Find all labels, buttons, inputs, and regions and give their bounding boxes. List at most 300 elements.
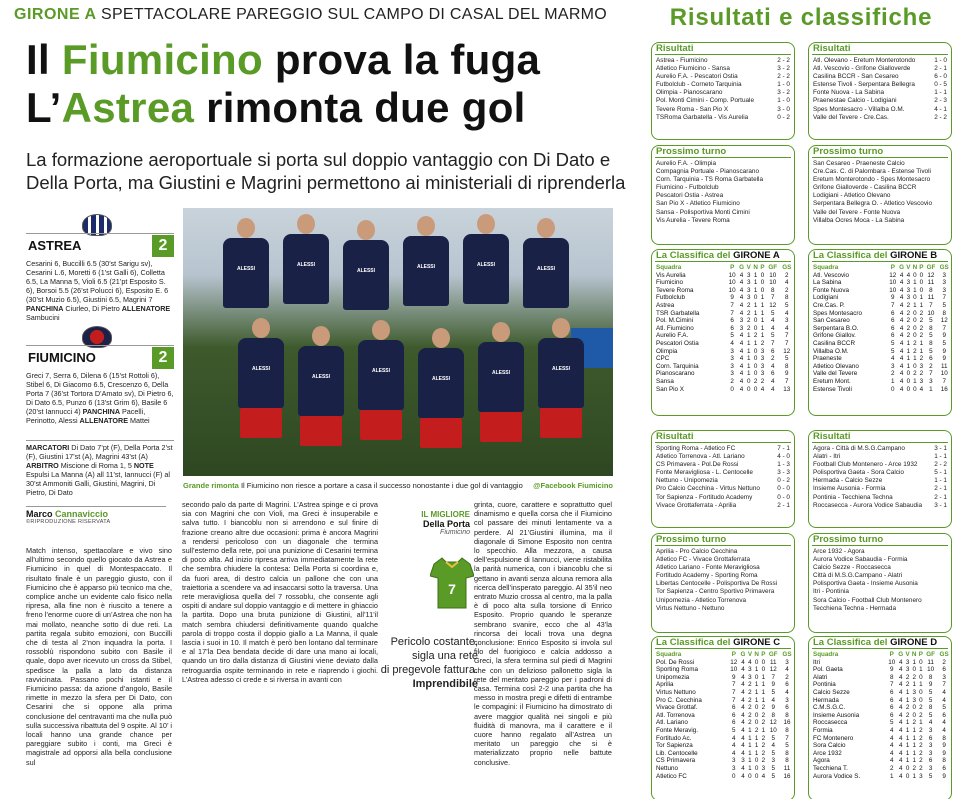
result-match: Spes Montesacro - Villalba O.M. xyxy=(813,105,905,113)
astrea-players: Cesarini 6, Buccilli 6.5 (30’st Sarigu sv), Cesarini L.6, Moretti 6 (1’st Galli 6), Colletta 6.5, La Manna 5, Violi 6.5 (21’pt Esposito S. 6), Borsoi 5.5 (26’st Polucci 6), Esposito E. 6 (30’st Muzio 6.5), Giustini 6.5, Magrini 7 xyxy=(26,259,169,304)
stat-cell: 1 xyxy=(746,347,751,355)
stat-cell: 11 xyxy=(927,658,934,666)
stat-cell: 2 xyxy=(913,339,917,347)
result-match: Atl. Olevano - Eretum Monterotondo xyxy=(813,57,916,64)
divider xyxy=(655,54,791,55)
standings-row xyxy=(652,704,794,712)
stat-cell: 1 xyxy=(912,757,916,765)
byline xyxy=(26,506,166,525)
stat-cell: 4 xyxy=(739,377,744,385)
standings-row xyxy=(809,735,951,743)
stat-cell: 6 xyxy=(730,317,734,325)
stat-cell: 1 xyxy=(912,734,916,742)
stat-cell: 2 xyxy=(906,332,911,340)
stat-cell: 9 xyxy=(942,355,946,363)
stat-cell: 3 xyxy=(919,772,923,780)
player-head-icon xyxy=(552,318,570,338)
stat-cell: 2 xyxy=(919,734,923,742)
stat-cell: 4 xyxy=(741,742,745,750)
result-score: 2 - 1 xyxy=(934,65,947,73)
stat-cell: 1 xyxy=(905,734,910,742)
divider xyxy=(655,157,791,158)
result-score: 2 - 1 xyxy=(777,501,790,509)
result-row xyxy=(652,477,794,485)
stat-cell: 4 xyxy=(942,688,946,696)
stat-cell: 4 xyxy=(899,332,904,340)
stat-cell: 8 xyxy=(942,757,946,765)
jersey-number: 7 xyxy=(448,581,456,597)
stat-cell: 0 xyxy=(761,666,766,674)
stat-cell: 3 xyxy=(746,279,751,287)
sponsor-text: ALESSI xyxy=(296,262,316,268)
result-match: Pontinia - Tecchiena Techna xyxy=(813,493,893,501)
stat-cell: 10 xyxy=(927,666,935,674)
stat-cell: 3 xyxy=(912,696,916,704)
stat-cell: 3 xyxy=(732,764,736,772)
stat-cell: 4 xyxy=(899,362,904,370)
stat-cell: 2 xyxy=(748,719,752,727)
stat-cell: 9 xyxy=(771,681,776,689)
standings-row xyxy=(809,674,951,682)
stat-cell: 3 xyxy=(760,355,765,363)
stat-cell: 2 xyxy=(919,332,924,340)
next-list xyxy=(652,160,794,225)
standings-row xyxy=(809,287,951,295)
result-score: 2 - 2 xyxy=(934,113,947,121)
stat-cell: 4 xyxy=(785,309,789,317)
next-match: Polisportiva Gaeta - Insieme Ausonia xyxy=(813,580,918,588)
result-match: Vivace Grottaferrata - Aprilia xyxy=(656,501,737,509)
stat-cell: 7 xyxy=(732,696,736,704)
stat-cell: 3 xyxy=(739,324,744,332)
standings-header-row xyxy=(652,651,794,659)
result-match: Atl. Vescovio - Grifone Gialloverde xyxy=(813,65,911,73)
team-name: Roccasecca xyxy=(813,719,848,727)
section-title: Risultati e classifiche xyxy=(669,4,933,31)
stat-cell: 2 xyxy=(906,309,911,317)
stat-cell: 10 xyxy=(769,279,777,287)
stat-cell: 4 xyxy=(899,279,904,287)
stat-cell: 9 xyxy=(732,673,736,681)
stat-cell: 2 xyxy=(753,332,758,340)
stat-cell: 1 xyxy=(760,294,765,302)
next-match: Unipomezia - Atletico Torrenova xyxy=(656,596,747,604)
stat-cell: 1 xyxy=(753,339,758,347)
stat-cell: 3 xyxy=(730,362,734,370)
stat-cell: 7 xyxy=(730,309,734,317)
caption-bold: Grande rimonta xyxy=(183,481,239,490)
team-name: Fonte Nuova xyxy=(813,286,850,294)
stat-cell: 2 xyxy=(748,681,752,689)
stat-cell: 2 xyxy=(889,764,894,772)
stat-cell: 8 xyxy=(929,324,933,332)
result-row xyxy=(652,494,794,502)
next-match: Serpentara Bellegra O. - Atletico Vescovio xyxy=(813,200,932,208)
next-match: Fortitudo Academy - Sporting Roma xyxy=(656,572,758,580)
stat-cell: 0 xyxy=(753,317,758,325)
player-figure-icon xyxy=(418,348,464,418)
stat-cell: 3 xyxy=(760,370,765,378)
stat-cell: 2 xyxy=(746,324,751,332)
fiumicino-name: FIUMICINO xyxy=(28,350,96,365)
next-match: Virtus Nettuno - Nettuno xyxy=(656,604,725,612)
col-header: P xyxy=(889,651,894,658)
fiumicino-panchina: Pacelli, Perinotto, Alessi xyxy=(26,407,146,425)
team-name: Atl. Fiumicino xyxy=(656,324,694,332)
stat-cell: 0 xyxy=(913,271,917,279)
stat-cell: 3 xyxy=(942,271,946,279)
astrea-lineup xyxy=(26,259,174,322)
result-match: Alatri - Itri xyxy=(813,453,841,461)
stat-cell: 12 xyxy=(769,666,777,674)
stat-cell: 4 xyxy=(899,324,904,332)
best-player-label: IL MIGLIORE xyxy=(421,510,470,519)
stat-cell: 7 xyxy=(891,301,895,309)
next-match: Aprilia - Pro Calcio Cecchina xyxy=(656,548,738,555)
result-score: 1 - 1 xyxy=(934,477,947,485)
stat-cell: 3 xyxy=(748,666,752,674)
team-name: Unipomezia xyxy=(656,673,690,681)
stat-cell: 0 xyxy=(761,658,766,666)
sponsor-text: ALESSI xyxy=(371,368,391,374)
divider xyxy=(812,157,948,158)
stat-cell: 2 xyxy=(770,355,775,363)
stat-cell: 3 xyxy=(929,377,933,385)
standings-label: La Classifica del xyxy=(813,637,888,648)
stat-cell: 4 xyxy=(899,309,904,317)
stat-cell: 1 xyxy=(746,339,751,347)
next-match: Pescatori Ostia - Astrea xyxy=(656,192,724,200)
stat-cell: 3 xyxy=(928,742,933,750)
result-score: 0 - 0 xyxy=(777,493,790,501)
player-figure-icon xyxy=(463,234,509,304)
standings-table xyxy=(809,651,951,780)
stat-cell: 4 xyxy=(739,271,744,279)
standings-row xyxy=(809,279,951,287)
standings-row xyxy=(652,386,794,394)
result-row xyxy=(809,114,951,122)
stat-cell: 0 xyxy=(913,324,917,332)
astrea-allenatore-label: ALLENATORE xyxy=(121,304,171,313)
result-match: Astrea - Fiumicino xyxy=(656,57,708,64)
stat-cell: 0 xyxy=(748,772,752,780)
stat-cell: 2 xyxy=(912,673,916,681)
stat-cell: 5 xyxy=(785,355,789,363)
stat-cell: 3 xyxy=(761,764,766,772)
stat-cell: 2 xyxy=(748,696,752,704)
stat-cell: 1 xyxy=(754,742,759,750)
col-header: GF xyxy=(926,651,935,658)
stat-cell: 4 xyxy=(741,704,745,712)
next-match: Fiumicino - Futbolclub xyxy=(656,184,719,192)
headline-word: Il xyxy=(26,36,62,83)
standings-row xyxy=(809,659,951,667)
standings-row xyxy=(652,310,794,318)
stat-cell: 3 xyxy=(730,355,734,363)
standings-row xyxy=(652,773,794,781)
result-score: 2 - 2 xyxy=(934,461,947,469)
team-name: Spes Montesacro xyxy=(813,309,863,317)
stat-cell: 2 xyxy=(906,324,911,332)
player-head-icon xyxy=(432,328,450,348)
headline-word: prova la fuga xyxy=(262,36,541,83)
result-match: TSRoma Garbatella - Vis Aurelia xyxy=(656,113,749,121)
stat-cell: 4 xyxy=(741,764,745,772)
stat-cell: 1 xyxy=(748,742,752,750)
result-match: Nettuno - Unipomezia xyxy=(656,477,718,485)
stat-cell: 4 xyxy=(732,734,736,742)
standings-row xyxy=(809,757,951,765)
player-head-icon xyxy=(372,320,390,340)
team-name: Futbolclub xyxy=(656,294,686,302)
standings-row xyxy=(809,348,951,356)
stat-cell: 4 xyxy=(741,673,745,681)
fiumicino-panchina-label: PANCHINA xyxy=(82,407,121,416)
player-head-icon xyxy=(537,218,555,238)
result-match: Sporting Roma - Atletico FC xyxy=(656,445,736,452)
stat-cell: 0 xyxy=(891,385,895,393)
col-header: G xyxy=(898,651,904,658)
stat-cell: 1 xyxy=(906,339,911,347)
stat-cell: 3 xyxy=(891,362,895,370)
stat-cell: 0 xyxy=(912,711,916,719)
panel-heading xyxy=(809,250,951,261)
standings-row xyxy=(652,757,794,765)
stat-cell: 12 xyxy=(783,347,791,355)
result-row xyxy=(652,469,794,477)
standings-panel-girone-d xyxy=(808,636,952,799)
team-name: Villalba O.M. xyxy=(813,347,849,355)
stat-cell: 10 xyxy=(728,271,736,279)
standings-row xyxy=(809,272,951,280)
stat-cell: 1 xyxy=(746,370,751,378)
result-row xyxy=(809,73,951,81)
stat-cell: 6 xyxy=(730,324,734,332)
stat-cell: 8 xyxy=(785,362,789,370)
stat-cell: 5 xyxy=(770,309,775,317)
result-match: Hermada - Calcio Sezze xyxy=(813,477,883,485)
stat-cell: 0 xyxy=(919,271,924,279)
stat-cell: 8 xyxy=(785,757,789,765)
col-header: P xyxy=(890,264,895,271)
stat-cell: 4 xyxy=(898,719,903,727)
stat-cell: 10 xyxy=(730,666,738,674)
standings-row xyxy=(652,348,794,356)
stat-cell: 2 xyxy=(761,734,766,742)
stat-cell: 1 xyxy=(753,286,758,294)
standings-row xyxy=(652,340,794,348)
stat-cell: 9 xyxy=(889,666,894,674)
jersey-icon xyxy=(430,556,474,610)
stat-cell: 4 xyxy=(739,355,744,363)
stat-cell: 1 xyxy=(912,749,916,757)
stat-cell: 4 xyxy=(889,742,894,750)
stat-cell: 1 xyxy=(889,772,894,780)
team-name: Agora xyxy=(813,757,830,765)
stat-cell: 4 xyxy=(741,666,745,674)
standings-row xyxy=(652,287,794,295)
next-list xyxy=(652,548,794,613)
stat-cell: 0 xyxy=(754,673,759,681)
next-match: Compagnia Portuale - Pianoscarano xyxy=(656,168,760,176)
best-player-quote xyxy=(360,635,478,691)
player-shorts-icon xyxy=(480,412,522,442)
stat-cell: 2 xyxy=(761,742,766,750)
stat-cell: 3 xyxy=(919,362,924,370)
col-header: V xyxy=(905,651,910,658)
team-name: Atletico Olevano xyxy=(813,362,859,370)
next-match: Villalba Ocres Moca - La Sabina xyxy=(813,216,905,224)
stat-cell: 6 xyxy=(785,681,789,689)
stat-cell: 9 xyxy=(942,749,946,757)
stat-cell: 4 xyxy=(898,764,903,772)
standings-row xyxy=(809,704,951,712)
stat-cell: 4 xyxy=(942,696,946,704)
stat-cell: 1 xyxy=(919,294,924,302)
fiumicino-players: Greci 7, Serra 6, Dilena 6 (15’st Rottoli 6), Stibel 6, Di Giacomo 6.5, Crescenzo 6, Della Porta 7 (36’st Tortora D’Amato sv), Di Pietro 6, Di Dato 6.5, Punzo 6 (13’st Grim 6), Basile 6 (20’st Iannucci 4) xyxy=(26,371,174,416)
sponsor-text: ALESSI xyxy=(431,376,451,382)
sponsor-text: ALESSI xyxy=(311,374,331,380)
player-figure-icon xyxy=(283,234,329,304)
match-notes xyxy=(26,440,174,497)
stat-cell: 8 xyxy=(770,286,775,294)
team-name: Tor Sapienza xyxy=(656,742,693,750)
stat-cell: 3 xyxy=(928,749,933,757)
stat-cell: 1 xyxy=(919,301,924,309)
girone-name: GIRONE A xyxy=(733,250,780,261)
result-row xyxy=(652,81,794,89)
stat-cell: 7 xyxy=(785,339,789,347)
result-match: Aurelio F.A. - Pescatori Ostia xyxy=(656,73,738,81)
stat-cell: 16 xyxy=(940,385,948,393)
result-row xyxy=(652,89,794,97)
stat-cell: 2 xyxy=(746,317,751,325)
stat-cell: 2 xyxy=(761,711,766,719)
stat-cell: 3 xyxy=(785,658,789,666)
team-name: CPC xyxy=(656,355,670,363)
player-figure-icon xyxy=(238,338,284,408)
standings-row xyxy=(652,712,794,720)
col-header: G xyxy=(899,264,905,271)
stat-cell: 3 xyxy=(730,370,734,378)
stat-cell: 4 xyxy=(739,339,744,347)
team-name: Cre.Cas. P. xyxy=(813,301,845,309)
standings-row xyxy=(652,689,794,697)
result-match: Tor Sapienza - Fortitudo Academy xyxy=(656,493,753,501)
stat-cell: 7 xyxy=(732,681,736,689)
next-match: Città di M.S.G.Campano - Alatri xyxy=(813,572,903,580)
results-list xyxy=(809,57,951,122)
stat-cell: 9 xyxy=(942,742,946,750)
stat-cell: 3 xyxy=(771,757,776,765)
standings-row xyxy=(652,674,794,682)
standings-header-row xyxy=(652,264,794,272)
stat-cell: 1 xyxy=(748,749,752,757)
stat-cell: 2 xyxy=(942,658,946,666)
divider xyxy=(812,442,948,443)
stat-cell: 4 xyxy=(785,688,789,696)
stat-cell: 0 xyxy=(913,309,917,317)
player-head-icon xyxy=(492,322,510,342)
headline-word: L’ xyxy=(26,84,62,131)
next-match: Valle del Tevere - Fonte Nuova xyxy=(813,208,901,216)
result-row xyxy=(652,445,794,453)
next-panel-girone-c xyxy=(651,533,795,633)
headline-team-astrea: Astrea xyxy=(61,84,195,131)
next-match: Vis Aurelia - Tevere Roma xyxy=(656,216,730,224)
stat-cell: 5 xyxy=(929,332,933,340)
result-match: Pro Calcio Cecchina - Virtus Nettuno xyxy=(656,485,760,493)
result-match: Valle del Tevere - Cre.Cas. xyxy=(813,113,889,121)
result-row xyxy=(652,57,794,65)
astrea-score: 2 xyxy=(152,235,174,257)
stat-cell: 4 xyxy=(770,362,775,370)
stat-cell: 12 xyxy=(769,719,777,727)
stat-cell: 4 xyxy=(889,749,894,757)
standings-label: La Classifica del xyxy=(656,637,731,648)
result-match: Atletico Torrenova - Atl. Lariano xyxy=(656,453,745,461)
stat-cell: 3 xyxy=(906,294,911,302)
stat-cell: 3 xyxy=(942,673,946,681)
result-row xyxy=(809,57,951,65)
stat-cell: 5 xyxy=(785,742,789,750)
divider xyxy=(812,54,948,55)
stat-cell: 0 xyxy=(760,286,765,294)
next-match: Libertas Centocelle - Polisportiva De Rossi xyxy=(656,580,778,588)
stat-cell: 7 xyxy=(942,294,946,302)
standings-row xyxy=(809,712,951,720)
stat-cell: 4 xyxy=(899,355,904,363)
result-match: Roccasecca - Aurora Vodice Sabaudia xyxy=(813,501,923,509)
stat-cell: 4 xyxy=(761,772,766,780)
stat-cell: 2 xyxy=(919,370,924,378)
divider xyxy=(655,545,791,546)
standings-row xyxy=(652,697,794,705)
stat-cell: 2 xyxy=(785,673,789,681)
standings-row xyxy=(809,719,951,727)
result-row xyxy=(652,97,794,105)
stat-cell: 5 xyxy=(730,332,734,340)
stat-cell: 2 xyxy=(913,347,917,355)
team-name: Atl. Torrenova xyxy=(656,711,695,719)
stat-cell: 4 xyxy=(770,317,775,325)
stat-cell: 7 xyxy=(771,673,776,681)
result-score: 3 - 2 xyxy=(777,89,790,97)
standings-row xyxy=(809,370,951,378)
stat-cell: 1 xyxy=(761,688,766,696)
stat-cell: 7 xyxy=(732,688,736,696)
stat-cell: 0 xyxy=(732,772,736,780)
standings-row xyxy=(809,386,951,394)
standings-row xyxy=(809,355,951,363)
sponsor-text: ALESSI xyxy=(251,366,271,372)
stat-cell: 1 xyxy=(748,734,752,742)
standings-row xyxy=(652,302,794,310)
stat-cell: 2 xyxy=(761,704,766,712)
standings-row xyxy=(809,317,951,325)
col-header: P xyxy=(761,651,766,658)
stat-cell: 3 xyxy=(746,286,751,294)
stat-cell: 1 xyxy=(913,286,917,294)
stat-cell: 7 xyxy=(770,339,775,347)
stat-cell: 1 xyxy=(919,339,924,347)
stat-cell: 4 xyxy=(739,309,744,317)
results-panel-girone-c xyxy=(651,430,795,528)
stat-cell: 2 xyxy=(919,309,924,317)
team-name: Sporting Roma xyxy=(656,666,698,674)
next-match: Tecchiena Techna - Hermada xyxy=(813,604,897,612)
results-panel-girone-d xyxy=(808,430,952,528)
